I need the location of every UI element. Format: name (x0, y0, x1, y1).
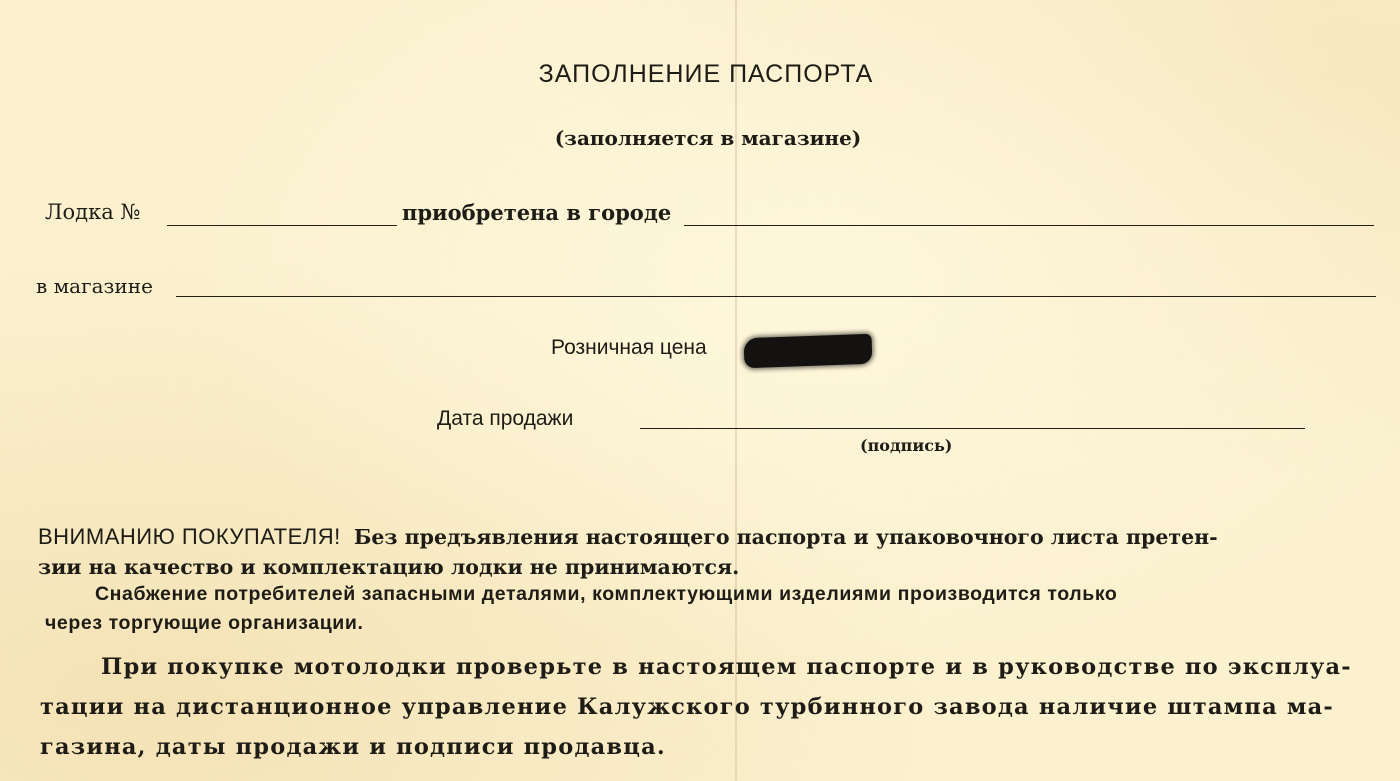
shop-field[interactable] (176, 296, 1376, 297)
retail-price-label: Розничная цена (551, 336, 707, 359)
check-line-1: При покупке мотолодки проверьте в настоящем паспорте и в руководстве по эксплуа- (101, 654, 1352, 680)
sale-date-field[interactable] (640, 428, 1305, 429)
shop-label: в магазине (36, 274, 153, 298)
notice-line-1 (38, 524, 1218, 550)
signature-caption: (подпись) (860, 436, 953, 455)
city-label: приобретена в городе (402, 200, 672, 225)
boat-number-field[interactable] (167, 225, 397, 226)
city-field[interactable] (684, 225, 1374, 226)
page-title: ЗАПОЛНЕНИЕ ПАСПОРТА (538, 60, 874, 88)
check-line-2: тации на дистанционное управление Калужского турбинного завода наличие штампа ма- (40, 694, 1334, 720)
page-subtitle: (заполняется в магазине) (554, 126, 862, 150)
attention-title: ВНИМАНИЮ ПОКУПАТЕЛЯ! (38, 524, 341, 549)
notice-line-1-text: Без предъявления настоящего паспорта и упаковочного листа претен- (353, 525, 1218, 549)
supply-line-2: через торгующие организации. (45, 612, 364, 634)
redaction-mark (744, 334, 873, 368)
check-line-3: газина, даты продажи и подписи продавца. (40, 734, 666, 760)
supply-line-1: Снабжение потребителей запасными деталями, комплектующими изделиями производится только (95, 583, 1118, 605)
sale-date-label: Дата продажи (437, 407, 574, 430)
notice-line-2: зии на качество и комплектацию лодки не принимаются. (38, 555, 740, 579)
boat-number-label: Лодка № (45, 200, 141, 224)
